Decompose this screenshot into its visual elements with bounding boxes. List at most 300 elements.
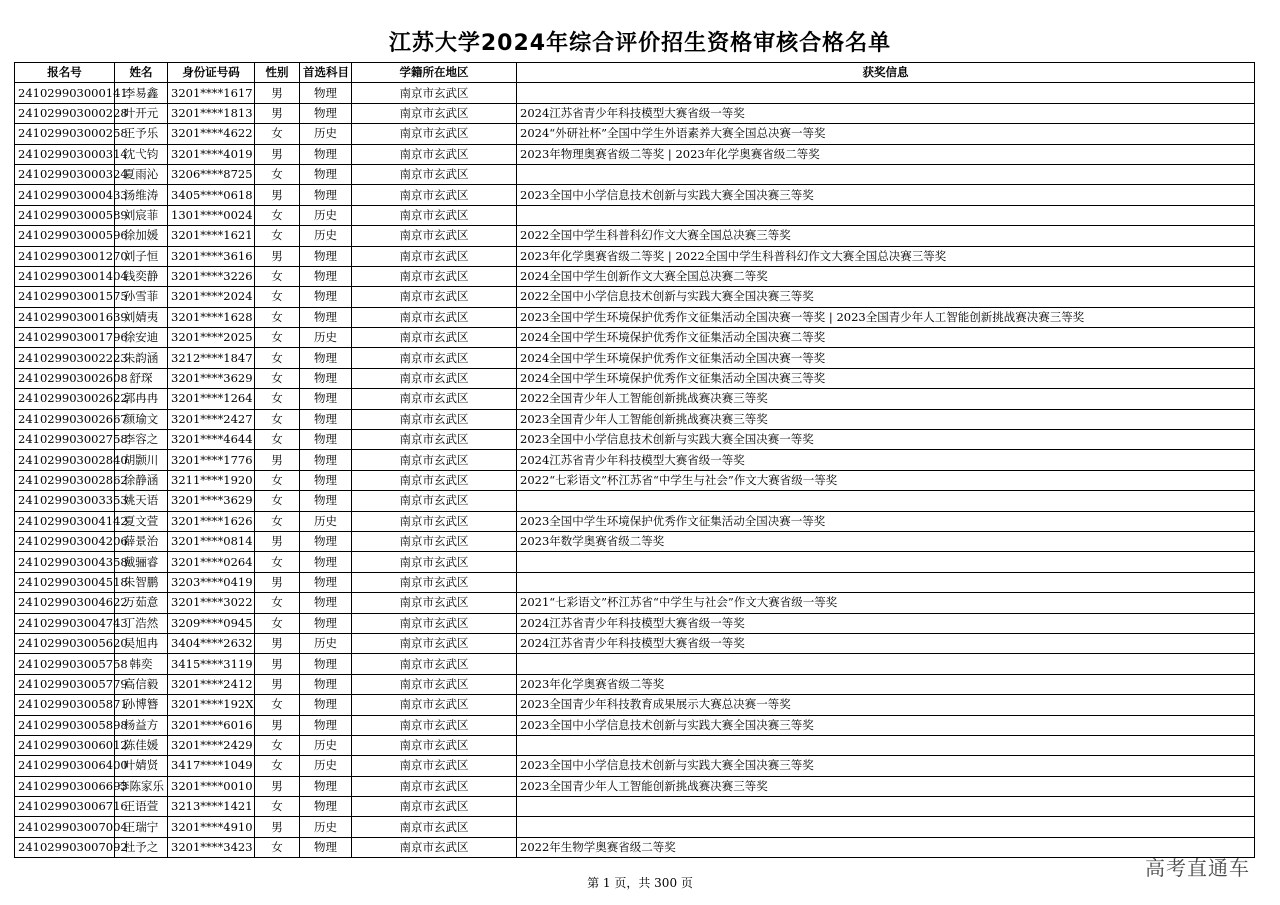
cell-subject: 物理 [300,552,352,572]
cell-name: 朱智鹏 [115,572,168,592]
table-row [15,266,1255,286]
cell-registration-no: 241029903004518 [15,572,115,592]
cell-region: 南京市玄武区 [352,654,517,674]
cell-gender: 男 [255,776,300,796]
cell-subject: 物理 [300,409,352,429]
table-row [15,695,1255,715]
cell-subject: 物理 [300,144,352,164]
cell-registration-no: 241029903001270 [15,246,115,266]
cell-region: 南京市玄武区 [352,817,517,837]
cell-subject: 历史 [300,511,352,531]
cell-id-card: 3201****1617 [168,83,255,103]
cell-id-card: 3405****0618 [168,185,255,205]
cell-region: 南京市玄武区 [352,205,517,225]
cell-gender: 女 [255,287,300,307]
table-row [15,715,1255,735]
cell-id-card: 3201****2429 [168,735,255,755]
cell-region: 南京市玄武区 [352,430,517,450]
table-row [15,674,1255,694]
table-row [15,552,1255,572]
cell-name: 夏雨沁 [115,164,168,184]
cell-subject: 物理 [300,654,352,674]
cell-name: 徐加媛 [115,226,168,246]
cell-name: 夏文萱 [115,511,168,531]
cell-subject: 物理 [300,450,352,470]
cell-region: 南京市玄武区 [352,409,517,429]
table-row [15,226,1255,246]
cell-name: 薛景治 [115,531,168,551]
cell-name: 沈弋钧 [115,144,168,164]
cell-subject: 物理 [300,531,352,551]
cell-id-card: 3201****3629 [168,491,255,511]
cell-gender: 男 [255,674,300,694]
table-row [15,164,1255,184]
cell-id-card: 3201****2412 [168,674,255,694]
cell-gender: 女 [255,409,300,429]
cell-name: 戴骊睿 [115,552,168,572]
cell-subject: 历史 [300,205,352,225]
cell-name: 王语萱 [115,797,168,817]
table-row [15,735,1255,755]
cell-gender: 女 [255,837,300,857]
cell-subject: 物理 [300,266,352,286]
cell-name: 叶婧贤 [115,756,168,776]
table-row [15,246,1255,266]
cell-gender: 男 [255,185,300,205]
cell-registration-no: 241029903004358 [15,552,115,572]
cell-id-card: 1301****0024 [168,205,255,225]
cell-subject: 物理 [300,307,352,327]
cell-id-card: 3415****3119 [168,654,255,674]
cell-region: 南京市玄武区 [352,328,517,348]
cell-awards: 2024全国中学生环境保护优秀作文征集活动全国决赛二等奖 [517,328,1255,348]
cell-region: 南京市玄武区 [352,450,517,470]
cell-awards: 2023年物理奥赛省级二等奖 | 2023年化学奥赛省级二等奖 [517,144,1255,164]
cell-awards: 2024江苏省青少年科技模型大赛省级一等奖 [517,103,1255,123]
cell-name: 孙博簪 [115,695,168,715]
cell-gender: 男 [255,144,300,164]
cell-subject: 物理 [300,470,352,490]
col-header-region: 学籍所在地区 [352,63,517,83]
cell-id-card: 3201****2024 [168,287,255,307]
cell-id-card: 3201****0264 [168,552,255,572]
col-header-id-card: 身份证号码 [168,63,255,83]
cell-awards: 2023全国中学生环境保护优秀作文征集活动全国决赛一等奖 | 2023全国青少年人工智能创新挑战赛决赛三等奖 [517,307,1255,327]
cell-region: 南京市玄武区 [352,735,517,755]
cell-subject: 历史 [300,817,352,837]
cell-awards: 2024江苏省青少年科技模型大赛省级一等奖 [517,633,1255,653]
cell-region: 南京市玄武区 [352,695,517,715]
cell-awards [517,491,1255,511]
cell-registration-no: 241029903000596 [15,226,115,246]
cell-gender: 男 [255,715,300,735]
cell-name: 万茹意 [115,593,168,613]
cell-name: 刘宸菲 [115,205,168,225]
table-row [15,450,1255,470]
cell-registration-no: 241029903005779 [15,674,115,694]
table-row [15,328,1255,348]
table-row [15,368,1255,388]
cell-gender: 女 [255,491,300,511]
table-body [15,83,1255,858]
cell-registration-no: 241029903005758 [15,654,115,674]
cell-awards: 2023全国中小学信息技术创新与实践大赛全国决赛三等奖 [517,756,1255,776]
cell-awards: 2022年生物学奥赛省级二等奖 [517,837,1255,857]
cell-name: 钱奕静 [115,266,168,286]
cell-id-card: 3201****192X [168,695,255,715]
table-row [15,633,1255,653]
cell-registration-no: 241029903001575 [15,287,115,307]
cell-awards: 2022“七彩语文”杯江苏省“中学生与社会”作文大赛省级一等奖 [517,470,1255,490]
cell-awards [517,654,1255,674]
cell-subject: 物理 [300,797,352,817]
cell-registration-no: 241029903000141 [15,83,115,103]
cell-awards: 2023年化学奥赛省级二等奖 [517,674,1255,694]
cell-region: 南京市玄武区 [352,307,517,327]
cell-subject: 物理 [300,695,352,715]
cell-subject: 历史 [300,226,352,246]
cell-subject: 物理 [300,715,352,735]
cell-registration-no: 241029903007092 [15,837,115,857]
table-row [15,389,1255,409]
cell-name: 朱韵涵 [115,348,168,368]
cell-region: 南京市玄武区 [352,552,517,572]
cell-gender: 女 [255,735,300,755]
cell-id-card: 3201****1776 [168,450,255,470]
cell-gender: 女 [255,205,300,225]
cell-registration-no: 241029903002667 [15,409,115,429]
cell-gender: 女 [255,470,300,490]
cell-id-card: 3201****0814 [168,531,255,551]
table-row [15,572,1255,592]
cell-name: 徐安迪 [115,328,168,348]
col-header-gender: 性别 [255,63,300,83]
cell-awards [517,83,1255,103]
cell-name: 徐静涵 [115,470,168,490]
cell-subject: 历史 [300,735,352,755]
cell-registration-no: 241029903002608 [15,368,115,388]
cell-awards [517,817,1255,837]
cell-gender: 女 [255,511,300,531]
cell-registration-no: 241029903002622 [15,389,115,409]
cell-name: 杨益方 [115,715,168,735]
table-row [15,797,1255,817]
cell-id-card: 3201****3226 [168,266,255,286]
cell-registration-no: 241029903006693 [15,776,115,796]
cell-id-card: 3201****3022 [168,593,255,613]
table-row [15,348,1255,368]
cell-name: 韩奕 [115,654,168,674]
cell-name: 陈佳媛 [115,735,168,755]
cell-gender: 女 [255,124,300,144]
cell-id-card: 3201****2025 [168,328,255,348]
cell-gender: 女 [255,164,300,184]
cell-subject: 历史 [300,328,352,348]
cell-id-card: 3201****3616 [168,246,255,266]
table-row [15,817,1255,837]
cell-registration-no: 241029903000324 [15,164,115,184]
cell-awards: 2024“外研社杯”全国中学生外语素养大赛全国总决赛一等奖 [517,124,1255,144]
cell-gender: 女 [255,613,300,633]
cell-subject: 物理 [300,837,352,857]
cell-region: 南京市玄武区 [352,470,517,490]
cell-gender: 女 [255,266,300,286]
cell-name: 叶开元 [115,103,168,123]
table-row [15,144,1255,164]
cell-awards [517,797,1255,817]
cell-id-card: 3201****1813 [168,103,255,123]
cell-subject: 物理 [300,593,352,613]
table-row [15,124,1255,144]
cell-gender: 女 [255,797,300,817]
cell-name: 高信毅 [115,674,168,694]
cell-id-card: 3201****0010 [168,776,255,796]
cell-subject: 物理 [300,368,352,388]
cell-gender: 女 [255,368,300,388]
cell-region: 南京市玄武区 [352,511,517,531]
cell-region: 南京市玄武区 [352,715,517,735]
cell-subject: 物理 [300,430,352,450]
cell-subject: 物理 [300,287,352,307]
cell-subject: 历史 [300,124,352,144]
cell-gender: 女 [255,307,300,327]
cell-awards: 2023全国中小学信息技术创新与实践大赛全国决赛一等奖 [517,430,1255,450]
cell-gender: 男 [255,450,300,470]
cell-registration-no: 241029903005898 [15,715,115,735]
cell-awards [517,205,1255,225]
cell-name: 孙雪菲 [115,287,168,307]
cell-subject: 物理 [300,389,352,409]
cell-registration-no: 241029903002758 [15,430,115,450]
cell-awards: 2023全国中小学信息技术创新与实践大赛全国决赛三等奖 [517,185,1255,205]
cell-awards: 2022全国青少年人工智能创新挑战赛决赛三等奖 [517,389,1255,409]
cell-region: 南京市玄武区 [352,124,517,144]
cell-registration-no: 241029903001796 [15,328,115,348]
cell-id-card: 3211****1920 [168,470,255,490]
cell-awards: 2022全国中学生科普科幻作文大赛全国总决赛三等奖 [517,226,1255,246]
cell-name: 刘婧夷 [115,307,168,327]
cell-region: 南京市玄武区 [352,287,517,307]
cell-id-card: 3201****4644 [168,430,255,450]
cell-subject: 物理 [300,491,352,511]
cell-awards: 2023全国青少年人工智能创新挑战赛决赛三等奖 [517,776,1255,796]
cell-region: 南京市玄武区 [352,837,517,857]
cell-id-card: 3201****1621 [168,226,255,246]
cell-region: 南京市玄武区 [352,776,517,796]
table-row [15,593,1255,613]
cell-subject: 历史 [300,633,352,653]
cell-registration-no: 241029903000228 [15,103,115,123]
cell-region: 南京市玄武区 [352,226,517,246]
cell-id-card: 3201****4019 [168,144,255,164]
table-row [15,185,1255,205]
cell-region: 南京市玄武区 [352,266,517,286]
page-title: 江苏大学2024年综合评价招生资格审核合格名单 [388,31,892,56]
cell-registration-no: 241029903005871 [15,695,115,715]
cell-name: 丁浩然 [115,613,168,633]
cell-name: 李陈家乐 [115,776,168,796]
cell-gender: 男 [255,531,300,551]
col-header-name: 姓名 [115,63,168,83]
cell-registration-no: 241029903004743 [15,613,115,633]
table-row [15,511,1255,531]
table-row [15,491,1255,511]
page-number: 第 1 页，共 300 页 [587,876,693,890]
cell-region: 南京市玄武区 [352,491,517,511]
cell-subject: 物理 [300,674,352,694]
col-header-registration-no: 报名号 [15,63,115,83]
cell-registration-no: 241029903006400 [15,756,115,776]
cell-gender: 男 [255,83,300,103]
cell-registration-no: 241029903002840 [15,450,115,470]
cell-name: 汤维涛 [115,185,168,205]
cell-registration-no: 241029903001404 [15,266,115,286]
table-row [15,837,1255,857]
cell-subject: 物理 [300,246,352,266]
cell-region: 南京市玄武区 [352,572,517,592]
cell-region: 南京市玄武区 [352,103,517,123]
cell-subject: 历史 [300,756,352,776]
cell-awards: 2022全国中小学信息技术创新与实践大赛全国决赛三等奖 [517,287,1255,307]
cell-awards: 2024江苏省青少年科技模型大赛省级一等奖 [517,613,1255,633]
table-row [15,654,1255,674]
table-row [15,287,1255,307]
watermark-logo: 高考直通车 [1145,856,1250,880]
cell-id-card: 3203****0419 [168,572,255,592]
cell-gender: 男 [255,572,300,592]
cell-name: 颜瑜文 [115,409,168,429]
cell-registration-no: 241029903004622 [15,593,115,613]
cell-subject: 物理 [300,83,352,103]
cell-gender: 男 [255,103,300,123]
cell-awards: 2024江苏省青少年科技模型大赛省级一等奖 [517,450,1255,470]
cell-region: 南京市玄武区 [352,633,517,653]
cell-region: 南京市玄武区 [352,613,517,633]
col-header-subject: 首选科目 [300,63,352,83]
cell-region: 南京市玄武区 [352,246,517,266]
cell-name: 李易鑫 [115,83,168,103]
cell-id-card: 3201****1628 [168,307,255,327]
cell-registration-no: 241029903001639 [15,307,115,327]
cell-registration-no: 241029903004142 [15,511,115,531]
table-row [15,430,1255,450]
cell-id-card: 3213****1421 [168,797,255,817]
cell-name: 杜予之 [115,837,168,857]
cell-registration-no: 241029903005620 [15,633,115,653]
cell-subject: 物理 [300,348,352,368]
cell-registration-no: 241029903000589 [15,205,115,225]
cell-awards: 2023全国中小学信息技术创新与实践大赛全国决赛三等奖 [517,715,1255,735]
cell-name: 李容之 [115,430,168,450]
cell-awards: 2023全国青少年人工智能创新挑战赛决赛三等奖 [517,409,1255,429]
cell-region: 南京市玄武区 [352,185,517,205]
cell-awards: 2021“七彩语文”杯江苏省“中学生与社会”作文大赛省级一等奖 [517,593,1255,613]
cell-id-card: 3201****1264 [168,389,255,409]
cell-registration-no: 241029903000433 [15,185,115,205]
cell-id-card: 3201****2427 [168,409,255,429]
table-row [15,470,1255,490]
cell-awards [517,735,1255,755]
cell-awards: 2023全国中学生环境保护优秀作文征集活动全国决赛一等奖 [517,511,1255,531]
cell-name: 郭冉冉 [115,389,168,409]
cell-gender: 女 [255,226,300,246]
cell-gender: 女 [255,430,300,450]
cell-registration-no: 241029903003353 [15,491,115,511]
cell-id-card: 3212****1847 [168,348,255,368]
cell-id-card: 3404****2632 [168,633,255,653]
cell-awards: 2023年数学奥赛省级二等奖 [517,531,1255,551]
cell-name: 刘子恒 [115,246,168,266]
cell-id-card: 3201****4622 [168,124,255,144]
col-header-awards: 获奖信息 [517,63,1255,83]
cell-awards [517,572,1255,592]
cell-gender: 女 [255,552,300,572]
cell-registration-no: 241029903000314 [15,144,115,164]
cell-gender: 男 [255,654,300,674]
cell-id-card: 3201****6016 [168,715,255,735]
cell-awards: 2023全国青少年科技教育成果展示大赛总决赛一等奖 [517,695,1255,715]
cell-awards: 2024全国中学生创新作文大赛全国总决赛二等奖 [517,266,1255,286]
cell-region: 南京市玄武区 [352,368,517,388]
table-row [15,613,1255,633]
cell-id-card: 3201****1626 [168,511,255,531]
cell-gender: 女 [255,348,300,368]
cell-region: 南京市玄武区 [352,144,517,164]
cell-id-card: 3201****3423 [168,837,255,857]
cell-region: 南京市玄武区 [352,797,517,817]
cell-name: 吴旭冉 [115,633,168,653]
table-header-row [15,63,1255,83]
cell-gender: 男 [255,246,300,266]
cell-gender: 女 [255,389,300,409]
cell-awards: 2024全国中学生环境保护优秀作文征集活动全国决赛三等奖 [517,368,1255,388]
table-row [15,776,1255,796]
cell-region: 南京市玄武区 [352,348,517,368]
cell-region: 南京市玄武区 [352,531,517,551]
cell-gender: 女 [255,328,300,348]
cell-awards: 2023年化学奥赛省级二等奖 | 2022全国中学生科普科幻作文大赛全国总决赛三等奖 [517,246,1255,266]
cell-id-card: 3417****1049 [168,756,255,776]
cell-name: 胡颢川 [115,450,168,470]
cell-id-card: 3206****8725 [168,164,255,184]
cell-id-card: 3201****3629 [168,368,255,388]
cell-region: 南京市玄武区 [352,164,517,184]
cell-registration-no: 241029903006012 [15,735,115,755]
cell-subject: 物理 [300,613,352,633]
cell-registration-no: 241029903002223 [15,348,115,368]
qualified-list-table [14,62,1255,858]
cell-region: 南京市玄武区 [352,756,517,776]
cell-subject: 物理 [300,572,352,592]
cell-subject: 物理 [300,103,352,123]
cell-gender: 男 [255,817,300,837]
cell-region: 南京市玄武区 [352,83,517,103]
table-row [15,205,1255,225]
cell-subject: 物理 [300,776,352,796]
cell-awards [517,164,1255,184]
cell-awards [517,552,1255,572]
cell-subject: 物理 [300,164,352,184]
cell-registration-no: 241029903007004 [15,817,115,837]
cell-name: 王瑞宁 [115,817,168,837]
table-row [15,83,1255,103]
cell-registration-no: 241029903006716 [15,797,115,817]
cell-registration-no: 241029903004206 [15,531,115,551]
table-row [15,531,1255,551]
cell-id-card: 3201****4910 [168,817,255,837]
cell-registration-no: 241029903002862 [15,470,115,490]
cell-subject: 物理 [300,185,352,205]
